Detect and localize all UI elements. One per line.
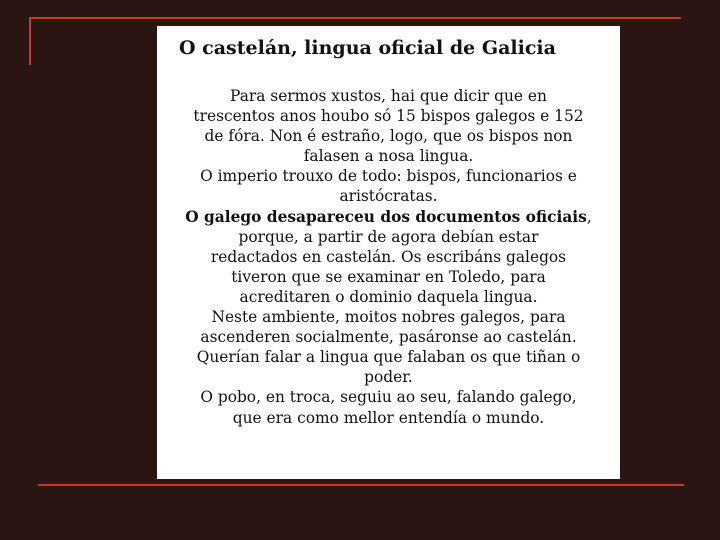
slide-body-text: [163, 86, 614, 428]
text-line: aristócratas.: [339, 187, 438, 206]
slide-content-panel: [157, 26, 620, 479]
bottom-decorative-rule: [38, 484, 684, 486]
text-line: O pobo, en troca, seguiu ao seu, falando galego,: [200, 388, 577, 407]
text-line: Neste ambiente, moitos nobres galegos, para: [211, 308, 566, 327]
text-line: ascenderen socialmente, pasáronse ao castelán.: [200, 328, 577, 347]
comma: ,: [586, 207, 592, 226]
left-decorative-rule: [29, 17, 31, 65]
text-line: trescentos anos houbo só 15 bispos galegos e 152: [193, 107, 584, 126]
text-line: falasen a nosa lingua.: [303, 147, 474, 166]
text-line: porque, a partir de agora debían estar: [238, 227, 539, 246]
text-line: Para sermos xustos, hai que dicir que en: [230, 87, 547, 105]
slide-title: O castelán, lingua oficial de Galicia: [179, 37, 556, 59]
text-line: tiveron que se examinar en Toledo, para: [231, 267, 546, 286]
bold-phrase: O galego desapareceu dos documentos oficiais: [185, 207, 587, 226]
top-decorative-rule: [29, 17, 681, 19]
text-line: Querían falar a lingua que falaban os que tiñan o: [196, 348, 581, 367]
text-line: poder.: [364, 368, 413, 387]
text-line: redactados en castelán. Os escribáns galegos: [210, 247, 567, 266]
text-line: acreditaren o dominio daquela lingua.: [239, 287, 538, 306]
text-line: de fóra. Non é estraño, logo, que os bispos non: [204, 127, 573, 146]
text-line-emphasis: [163, 207, 614, 227]
text-line: O imperio trouxo de todo: bispos, funcionarios e: [200, 167, 577, 186]
text-line: que era como mellor entendía o mundo.: [232, 408, 545, 427]
